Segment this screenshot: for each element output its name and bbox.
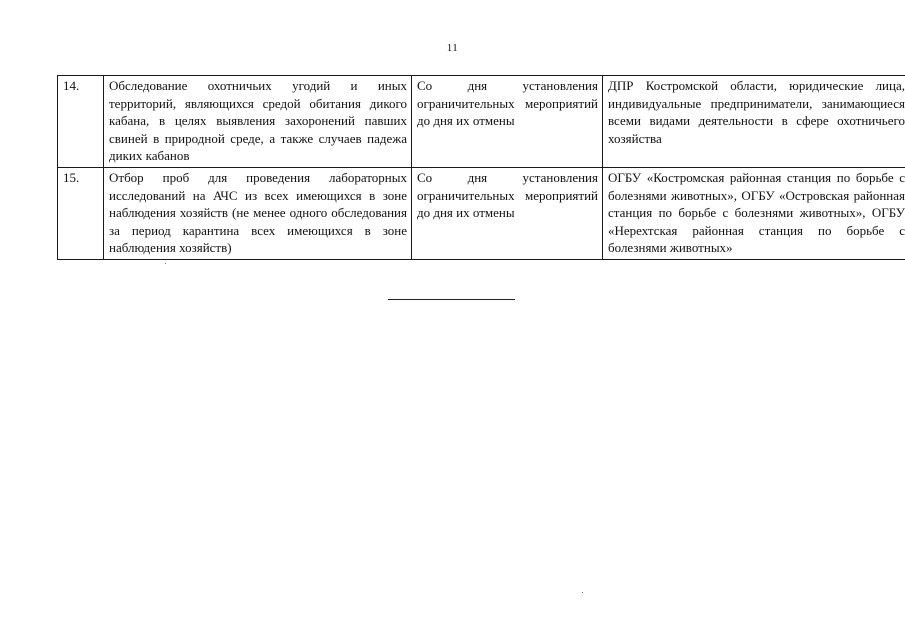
scan-speck bbox=[165, 263, 166, 264]
table-row bbox=[58, 167, 905, 259]
measures-table bbox=[57, 75, 905, 260]
responsible-parties: ОГБУ «Костромская районная станция по борьбе с болезнями животных», ОГБУ «Островская районная станция по борьбе с болезнями животных», ОГБУ «Нерехтская районная станция по борьбе с болезнями животных» bbox=[603, 167, 905, 259]
measure-description: Отбор проб для проведения лабораторных исследований на АЧС из всех имеющихся в зоне наблюдения хозяйств (не менее одного обследования за период карантина всех имеющихся в зоне наблюдения хозяйств) bbox=[104, 167, 412, 259]
responsible-parties: ДПР Костромской области, юридические лица, индивидуальные предприниматели, занимающиеся всеми видами деятельности в сфере охотничьего хозяйства bbox=[603, 76, 905, 168]
measure-period: Со дня установления ограничительных мероприятий до дня их отмены bbox=[412, 167, 603, 259]
row-number: 15. bbox=[58, 167, 104, 259]
measure-description: Обследование охотничьих угодий и иных территорий, являющихся средой обитания дикого кабана, в целях выявления захоронений павших свиней в природной среде, а также случаев падежа диких кабанов bbox=[104, 76, 412, 168]
measure-period: Со дня установления ограничительных мероприятий до дня их отмены bbox=[412, 76, 603, 168]
page-number: 11 bbox=[446, 42, 459, 54]
row-number: 14. bbox=[58, 76, 104, 168]
scan-speck bbox=[582, 592, 583, 593]
table-row bbox=[58, 76, 905, 168]
end-separator-line bbox=[388, 299, 515, 300]
